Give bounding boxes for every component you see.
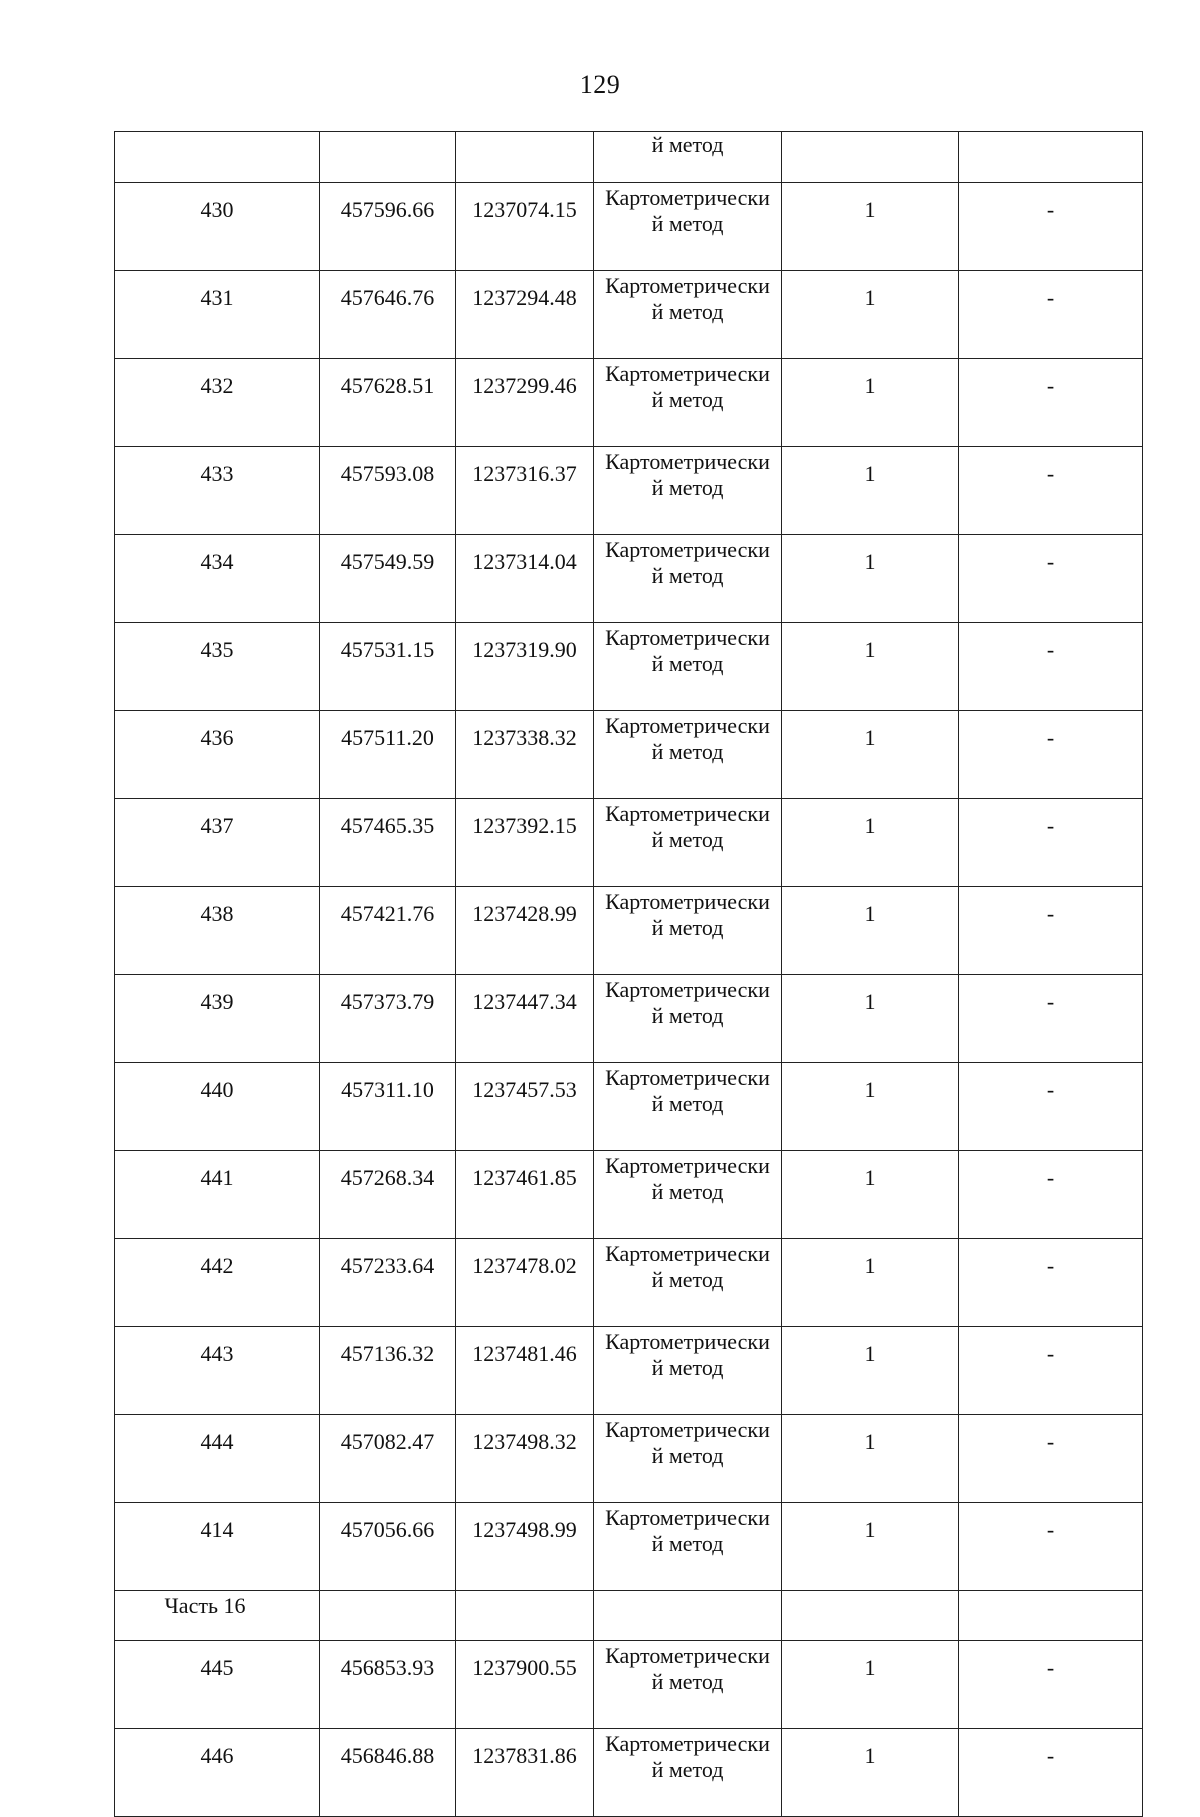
x-coordinate-cell: 457628.51 <box>320 359 456 447</box>
x-coordinate-cell: 457646.76 <box>320 271 456 359</box>
method-cell <box>594 1239 782 1327</box>
accuracy-cell: 1 <box>782 359 959 447</box>
note-cell: - <box>959 1327 1143 1415</box>
method-cell <box>594 1641 782 1729</box>
accuracy-cell: 1 <box>782 711 959 799</box>
accuracy-cell: 1 <box>782 1239 959 1327</box>
method-cell <box>594 1327 782 1415</box>
method-line-2: й метод <box>651 739 724 764</box>
table-row <box>115 183 1143 271</box>
y-coordinate-cell: 1237447.34 <box>456 975 594 1063</box>
method-line-2: й метод <box>651 563 724 588</box>
note-cell <box>959 132 1143 183</box>
table-row <box>115 271 1143 359</box>
y-coordinate-cell: 1237074.15 <box>456 183 594 271</box>
method-cell <box>594 535 782 623</box>
point-number-cell: 436 <box>115 711 320 799</box>
note-cell: - <box>959 975 1143 1063</box>
method-cell <box>594 799 782 887</box>
point-number-cell: 430 <box>115 183 320 271</box>
method-cell <box>594 1729 782 1817</box>
method-line-1: Картометрически <box>605 1329 770 1354</box>
point-number-cell: 442 <box>115 1239 320 1327</box>
note-cell: - <box>959 359 1143 447</box>
point-number-cell: 444 <box>115 1415 320 1503</box>
point-number-cell: 414 <box>115 1503 320 1591</box>
method-line-1: Картометрически <box>605 625 770 650</box>
y-coordinate-cell: 1237392.15 <box>456 799 594 887</box>
y-coordinate-cell: 1237338.32 <box>456 711 594 799</box>
method-line-1: Картометрически <box>605 1417 770 1442</box>
note-cell: - <box>959 1151 1143 1239</box>
y-coordinate-cell: 1237314.04 <box>456 535 594 623</box>
method-line-2: й метод <box>651 387 724 412</box>
table-row <box>115 1503 1143 1591</box>
note-cell: - <box>959 1729 1143 1817</box>
x-coordinate-cell: 457596.66 <box>320 183 456 271</box>
method-cell <box>594 623 782 711</box>
point-number-cell: 445 <box>115 1641 320 1729</box>
page-number: 129 <box>579 70 621 99</box>
accuracy-cell: 1 <box>782 271 959 359</box>
method-cell <box>594 1503 782 1591</box>
table-row <box>115 1641 1143 1729</box>
accuracy-cell <box>782 132 959 183</box>
table-row <box>115 1063 1143 1151</box>
method-line-1: Картометрически <box>605 1505 770 1530</box>
point-number-cell: 434 <box>115 535 320 623</box>
method-line-2: й метод <box>651 1669 724 1694</box>
method-line-2: й метод <box>651 1757 724 1782</box>
accuracy-cell: 1 <box>782 799 959 887</box>
accuracy-cell: 1 <box>782 1729 959 1817</box>
x-coordinate-cell: 457136.32 <box>320 1327 456 1415</box>
method-line-2: й метод <box>651 1443 724 1468</box>
accuracy-cell: 1 <box>782 183 959 271</box>
table-row <box>115 975 1143 1063</box>
point-number-cell: 443 <box>115 1327 320 1415</box>
method-cell: й метод <box>594 132 782 183</box>
accuracy-cell: 1 <box>782 1327 959 1415</box>
table-row <box>115 887 1143 975</box>
method-line-2: й метод <box>651 915 724 940</box>
y-coordinate-cell: 1237498.99 <box>456 1503 594 1591</box>
method-cell <box>594 1415 782 1503</box>
method-line-2: й метод <box>651 211 724 236</box>
point-number-cell: 439 <box>115 975 320 1063</box>
note-cell: - <box>959 447 1143 535</box>
accuracy-cell: 1 <box>782 975 959 1063</box>
y-coordinate-cell: 1237481.46 <box>456 1327 594 1415</box>
x-coordinate-cell: 457311.10 <box>320 1063 456 1151</box>
x-coordinate-cell: 457268.34 <box>320 1151 456 1239</box>
note-cell: - <box>959 711 1143 799</box>
accuracy-cell: 1 <box>782 1641 959 1729</box>
method-cell <box>594 887 782 975</box>
note-cell: - <box>959 887 1143 975</box>
x-coordinate-cell: 457465.35 <box>320 799 456 887</box>
note-cell: - <box>959 535 1143 623</box>
accuracy-cell: 1 <box>782 887 959 975</box>
note-cell: - <box>959 183 1143 271</box>
method-line-2: й метод <box>651 1003 724 1028</box>
point-number-cell: 446 <box>115 1729 320 1817</box>
method-cell <box>594 183 782 271</box>
y-coordinate-cell: 1237457.53 <box>456 1063 594 1151</box>
method-cell <box>594 447 782 535</box>
y-coordinate-cell: 1237498.32 <box>456 1415 594 1503</box>
method-line-2: й метод <box>651 1355 724 1380</box>
empty-cell <box>594 1591 782 1641</box>
method-line-1: Картометрически <box>605 977 770 1002</box>
table-row <box>115 623 1143 711</box>
x-coordinate-cell: 456846.88 <box>320 1729 456 1817</box>
accuracy-cell: 1 <box>782 1503 959 1591</box>
accuracy-cell: 1 <box>782 1063 959 1151</box>
table-row <box>115 1327 1143 1415</box>
table-row <box>115 1729 1143 1817</box>
method-cell <box>594 359 782 447</box>
table-row <box>115 799 1143 887</box>
method-line-1: Картометрически <box>605 1065 770 1090</box>
point-number-cell: 441 <box>115 1151 320 1239</box>
note-cell: - <box>959 799 1143 887</box>
x-coordinate-cell: 457531.15 <box>320 623 456 711</box>
x-coordinate-cell: 456853.93 <box>320 1641 456 1729</box>
y-cell <box>456 132 594 183</box>
x-coordinate-cell: 457373.79 <box>320 975 456 1063</box>
method-line-1: Картометрически <box>605 713 770 738</box>
x-coordinate-cell: 457082.47 <box>320 1415 456 1503</box>
note-cell: - <box>959 1641 1143 1729</box>
table-row <box>115 359 1143 447</box>
method-line-1: Картометрически <box>605 449 770 474</box>
continuation-row <box>115 132 1143 183</box>
x-coordinate-cell: 457549.59 <box>320 535 456 623</box>
point-number-cell: 435 <box>115 623 320 711</box>
empty-cell <box>782 1591 959 1641</box>
y-coordinate-cell: 1237900.55 <box>456 1641 594 1729</box>
y-coordinate-cell: 1237319.90 <box>456 623 594 711</box>
method-line-2: й метод <box>651 827 724 852</box>
accuracy-cell: 1 <box>782 1151 959 1239</box>
empty-cell <box>320 1591 456 1641</box>
method-line-2: й метод <box>651 1091 724 1116</box>
method-line-1: Картометрически <box>605 1241 770 1266</box>
point-number-cell: 437 <box>115 799 320 887</box>
empty-cell <box>456 1591 594 1641</box>
x-cell <box>320 132 456 183</box>
x-coordinate-cell: 457593.08 <box>320 447 456 535</box>
method-line-2: й метод <box>651 475 724 500</box>
method-line-1: Картометрически <box>605 1643 770 1668</box>
y-coordinate-cell: 1237831.86 <box>456 1729 594 1817</box>
method-cell <box>594 1063 782 1151</box>
point-number-cell: 440 <box>115 1063 320 1151</box>
method-cell <box>594 271 782 359</box>
method-line-1: Картометрически <box>605 1731 770 1756</box>
accuracy-cell: 1 <box>782 535 959 623</box>
empty-cell <box>959 1591 1143 1641</box>
accuracy-cell: 1 <box>782 623 959 711</box>
x-coordinate-cell: 457056.66 <box>320 1503 456 1591</box>
method-line-1: Картометрически <box>605 889 770 914</box>
y-coordinate-cell: 1237478.02 <box>456 1239 594 1327</box>
y-coordinate-cell: 1237294.48 <box>456 271 594 359</box>
method-line-1: Картометрически <box>605 537 770 562</box>
coordinates-table <box>114 131 1143 1817</box>
x-coordinate-cell: 457233.64 <box>320 1239 456 1327</box>
y-coordinate-cell: 1237428.99 <box>456 887 594 975</box>
point-number-cell: 431 <box>115 271 320 359</box>
y-coordinate-cell: 1237316.37 <box>456 447 594 535</box>
method-cell <box>594 975 782 1063</box>
note-cell: - <box>959 1503 1143 1591</box>
point-number-cell: 433 <box>115 447 320 535</box>
x-coordinate-cell: 457511.20 <box>320 711 456 799</box>
x-coordinate-cell: 457421.76 <box>320 887 456 975</box>
table-row <box>115 535 1143 623</box>
note-cell: - <box>959 1415 1143 1503</box>
table-row <box>115 447 1143 535</box>
section-label: Часть 16 <box>115 1591 320 1641</box>
note-cell: - <box>959 623 1143 711</box>
y-coordinate-cell: 1237299.46 <box>456 359 594 447</box>
method-line-2: й метод <box>651 651 724 676</box>
point-number-cell: 438 <box>115 887 320 975</box>
method-line-2: й метод <box>651 1531 724 1556</box>
table-row <box>115 1239 1143 1327</box>
method-line-1: Картометрически <box>605 801 770 826</box>
method-cell <box>594 1151 782 1239</box>
note-cell: - <box>959 271 1143 359</box>
table-row <box>115 1415 1143 1503</box>
method-cell <box>594 711 782 799</box>
method-line-1: Картометрически <box>605 273 770 298</box>
point-number-cell: 432 <box>115 359 320 447</box>
accuracy-cell: 1 <box>782 447 959 535</box>
note-cell: - <box>959 1239 1143 1327</box>
method-line-2: й метод <box>651 1179 724 1204</box>
method-line-2: й метод <box>651 299 724 324</box>
method-line-1: Картометрически <box>605 361 770 386</box>
table-row <box>115 1151 1143 1239</box>
method-line-1: Картометрически <box>605 1153 770 1178</box>
table-row <box>115 711 1143 799</box>
note-cell: - <box>959 1063 1143 1151</box>
y-coordinate-cell: 1237461.85 <box>456 1151 594 1239</box>
point-cell <box>115 132 320 183</box>
accuracy-cell: 1 <box>782 1415 959 1503</box>
coordinates-table-body <box>115 132 1143 1817</box>
method-line-2: й метод <box>651 1267 724 1292</box>
section-row <box>115 1591 1143 1641</box>
method-line-1: Картометрически <box>605 185 770 210</box>
